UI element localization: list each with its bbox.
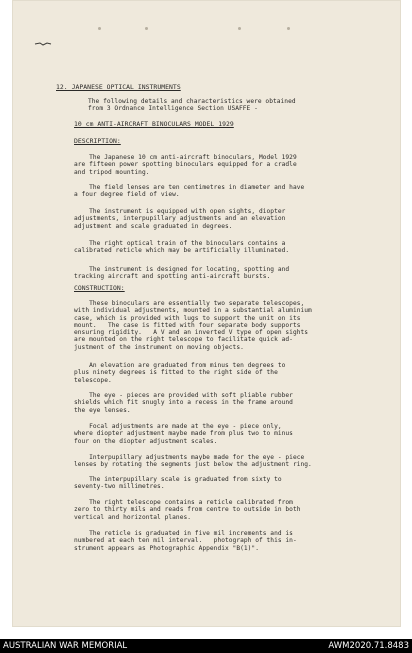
intro-paragraph: The following details and characteristics were obtained from 3 Ordnance Intelligence Section USAFFE -	[88, 98, 296, 113]
construction-title: CONSTRUCTION:	[74, 284, 125, 292]
document-page	[12, 0, 401, 627]
construction-paragraph: The reticle is graduated in five mil increments and is numbered at each ten mil interval. photograph of this in- strument appears as Photographic Appendix "B(1)".	[74, 530, 297, 552]
construction-paragraph: The interpupillary scale is graduated from sixty to seventy-two millimetres.	[74, 476, 282, 491]
document-heading: 12. JAPANESE OPTICAL INSTRUMENTS	[56, 83, 181, 91]
archive-footer-bar	[0, 639, 412, 653]
construction-paragraph: An elevation are graduated from minus ten degrees to plus ninety degrees is fitted to the right side of the telescope.	[74, 362, 286, 384]
description-paragraph: The instrument is designed for locating, spotting and tracking aircraft and spotting anti-aircraft bursts.	[74, 266, 290, 281]
description-paragraph: The instrument is equipped with open sights, diopter adjustments, interpupillary adjustments and an elevation adjustment and scale graduated in degrees.	[74, 208, 286, 230]
description-paragraph: The Japanese 10 cm anti-aircraft binoculars, Model 1929 are fifteen power spotting binoculars equipped for a cradle and tripod mounting.	[74, 154, 297, 176]
archive-reference-number: AWM2020.71.8483	[328, 641, 409, 651]
description-title: DESCRIPTION:	[74, 137, 121, 145]
archive-name: AUSTRALIAN WAR MEMORIAL	[3, 641, 128, 651]
description-paragraph: The field lenses are ten centimetres in diameter and have a four degree field of view.	[74, 184, 305, 199]
construction-paragraph: The eye - pieces are provided with soft pliable rubber shields which fit snugly into a recess in the frame around the eye lenses.	[74, 392, 293, 414]
construction-paragraph: These binoculars are essentially two separate telescopes, with individual adjustments, mounted in a substantial aluminium case, which is provided with lugs to support the unit on its mount. The case is fitted with four separate body supports ensuring rigidity. A V and an inverted V type of open sights are mounted on the right telescope to facilitate quick ad- justment of the instrument on moving objects.	[74, 300, 312, 351]
description-paragraph: The right optical train of the binoculars contains a calibrated reticle which may be artificially illuminated.	[74, 240, 290, 255]
construction-paragraph: Interpupillary adjustments maybe made for the eye - piece lenses by rotating the segments just below the adjustment ring.	[74, 454, 312, 469]
construction-paragraph: The right telescope contains a reticle calibrated from zero to thirty mils and reads from centre to outside in both vertical and horizontal planes.	[74, 499, 301, 521]
punch-hole-mark	[238, 27, 241, 30]
punch-hole-mark	[145, 27, 148, 30]
instrument-title: 10 cm ANTI-AIRCRAFT BINOCULARS MODEL 1929	[74, 120, 234, 128]
punch-hole-mark	[287, 27, 290, 30]
punch-hole-mark	[98, 27, 101, 30]
ink-smudge-mark	[34, 42, 52, 46]
construction-paragraph: Focal adjustments are made at the eye - piece only, where diopter adjustment maybe made from plus two to minus four on the diopter adjustment scales.	[74, 423, 293, 445]
